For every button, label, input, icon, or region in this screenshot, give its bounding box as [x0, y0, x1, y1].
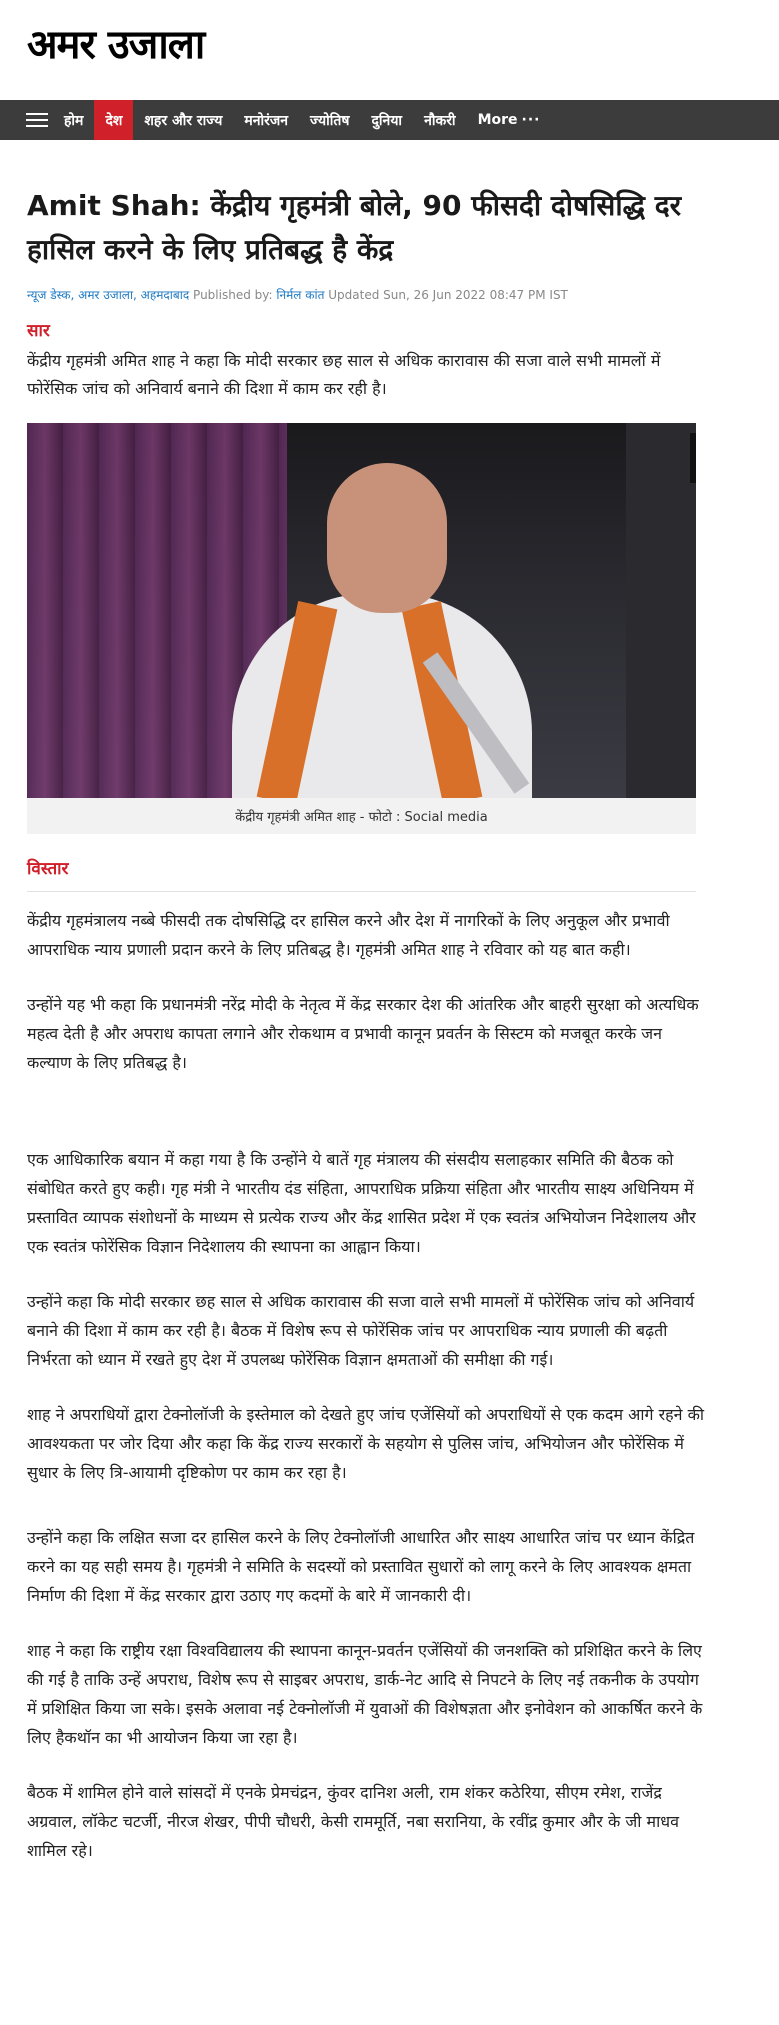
article-photo[interactable]	[27, 423, 696, 798]
article-paragraph-5: शाह ने अपराधियों द्वारा टेक्नोलॉजी के इस्तेमाल को देखते हुए जांच एजेंसियों को अपराधियों से एक कदम आगे रहने की आवश्यकता पर जोर दिया और कहा कि केंद्र राज्य सरकारों के सहयोग से पुलिस जांच, अभियोजन और फोरेंसिक में सुधार के लिए त्रि-आयामी दृष्टिकोण पर काम कर रहा है।	[27, 1405, 705, 1482]
updated-timestamp: Updated Sun, 26 Jun 2022 08:47 PM IST	[328, 288, 568, 302]
article-paragraph-8: बैठक में शामिल होने वाले सांसदों में एनके प्रेमचंद्रन, कुंवर दानिश अली, राम शंकर कठेरिया, सीएम रमेश, राजेंद्र अग्रवाल, लॉकेट चटर्जी, नीरज शेखर, पीपी चौधरी, केसी राममूर्ति, नबा सरानिया, के रवींद्र कुमार और के जी माधव शामिल रहे।	[27, 1783, 679, 1860]
nav-item-jobs[interactable]: नौकरी	[424, 112, 456, 129]
author-link[interactable]: निर्मल कांत	[276, 288, 325, 302]
article-headline: Amit Shah: केंद्रीय गृहमंत्री बोले, 90 फीसदी दोषसिद्धि दर हासिल करने के लिए प्रतिबद्ध है केंद्र	[27, 189, 682, 266]
article-figure	[27, 423, 696, 834]
nav-more-label: More	[477, 112, 518, 128]
photo-caption: केंद्रीय गृहमंत्री अमित शाह - फोटो : Social media	[27, 798, 696, 834]
main-nav	[0, 100, 779, 140]
nav-item-desh[interactable]: देश	[94, 100, 133, 140]
nav-item-city-state[interactable]: शहर और राज्य	[144, 112, 223, 129]
detail-heading: विस्तार	[27, 859, 69, 879]
site-logo[interactable]: अमर उजाला	[27, 21, 205, 68]
article-meta	[27, 286, 752, 304]
nav-item-astrology[interactable]: ज्योतिष	[310, 112, 350, 129]
article-paragraph-6: उन्होंने कहा कि लक्षित सजा दर हासिल करने के लिए टेक्नोलॉजी आधारित और साक्ष्य आधारित जांच पर ध्यान केंद्रित करने का यह सही समय है। गृहमंत्री ने समिति के सदस्यों को प्रस्तावित सुधारों को लागू करने के लिए आवश्यक क्षमता निर्माण की दिशा में केंद्र सरकार द्वारा उठाए गए कदमों के बारे में जानकारी दी।	[27, 1528, 695, 1605]
nav-item-entertainment[interactable]: मनोरंजन	[244, 112, 289, 129]
article-paragraph-2: उन्होंने यह भी कहा कि प्रधानमंत्री नरेंद्र मोदी के नेतृत्व में केंद्र सरकार देश की आंतरिक और बाहरी सुरक्षा को अत्यधिक महत्व देती है और अपराध कापता लगाने और रोकथाम व प्रभावी कानून प्रवर्तन के सिस्टम को मजबूत करके जन कल्याण के लिए प्रतिबद्ध है।	[27, 995, 699, 1072]
more-dots-icon: ···	[521, 112, 541, 128]
summary-heading: सार	[27, 321, 50, 341]
hamburger-menu-icon[interactable]	[26, 113, 48, 127]
article-summary: केंद्रीय गृहमंत्री अमित शाह ने कहा कि मोदी सरकार छह साल से अधिक कारावास की सजा वाले सभी मामलों में फोरेंसिक जांच को अनिवार्य बनाने की दिशा में काम कर रही है।	[27, 351, 661, 398]
nav-item-more[interactable]	[467, 100, 552, 140]
nav-item-home-label: होम	[64, 112, 84, 129]
nav-home[interactable]	[26, 100, 94, 140]
site-header	[0, 0, 779, 100]
article-paragraph-4: उन्होंने कहा कि मोदी सरकार छह साल से अधिक कारावास की सजा वाले सभी मामलों में फोरेंसिक जांच को अनिवार्य बनाने की दिशा में काम कर रही है। बैठक में विशेष रूप से फोरेंसिक जांच पर आपराधिक न्याय प्रणाली की बढ़ती निर्भरता को ध्यान में रखते हुए देश में उपलब्ध फोरेंसिक विज्ञान क्षमताओं की समीक्षा की गई।	[27, 1292, 695, 1369]
article	[0, 184, 779, 1865]
section-divider	[27, 891, 696, 892]
article-paragraph-3: एक आधिकारिक बयान में कहा गया है कि उन्होंने ये बातें गृह मंत्रालय की संसदीय सलाहकार समिति की बैठक को संबोधित करते हुए कही। गृह मंत्री ने भारतीय दंड संहिता, आपराधिक प्रक्रिया संहिता और भारतीय साक्ष्य अधिनियम में प्रस्तावित व्यापक संशोधनों के माध्यम से प्रत्येक राज्य और केंद्र शासित प्रदेश में एक स्वतंत्र अभियोजन निदेशालय और एक स्वतंत्र फोरेंसिक विज्ञान निदेशालय की स्थापना का आह्वान किया।	[27, 1150, 696, 1256]
article-paragraph-7: शाह ने कहा कि राष्ट्रीय रक्षा विश्वविद्यालय की स्थापना कानून-प्रवर्तन एजेंसियों की जनशक्ति को प्रशिक्षित करने के लिए की गई है ताकि उन्हें अपराध, विशेष रूप से साइबर अपराध, डार्क-नेट आदि से निपटने के लिए नई तकनीक के उपयोग में प्रशिक्षित किया जा सके। इसके अलावा नई टेक्नोलॉजी में युवाओं की विशेषज्ञता और इनोवेशन को आकर्षित करने के लिए हैकथॉन का भी आयोजन किया जा रहा है।	[27, 1641, 703, 1747]
nav-item-world[interactable]: दुनिया	[371, 112, 403, 129]
published-by-label: Published by:	[193, 288, 273, 302]
article-source-link[interactable]: न्यूज डेस्क, अमर उजाला, अहमदाबाद	[27, 288, 190, 302]
article-paragraph-1: केंद्रीय गृहमंत्रालय नब्बे फीसदी तक दोषसिद्धि दर हासिल करने और देश में नागरिकों के लिए अनुकूल और प्रभावी आपराधिक न्याय प्रणाली प्रदान करने के लिए प्रतिबद्ध है। गृहमंत्री अमित शाह ने रविवार को यह बात कही।	[27, 911, 670, 959]
